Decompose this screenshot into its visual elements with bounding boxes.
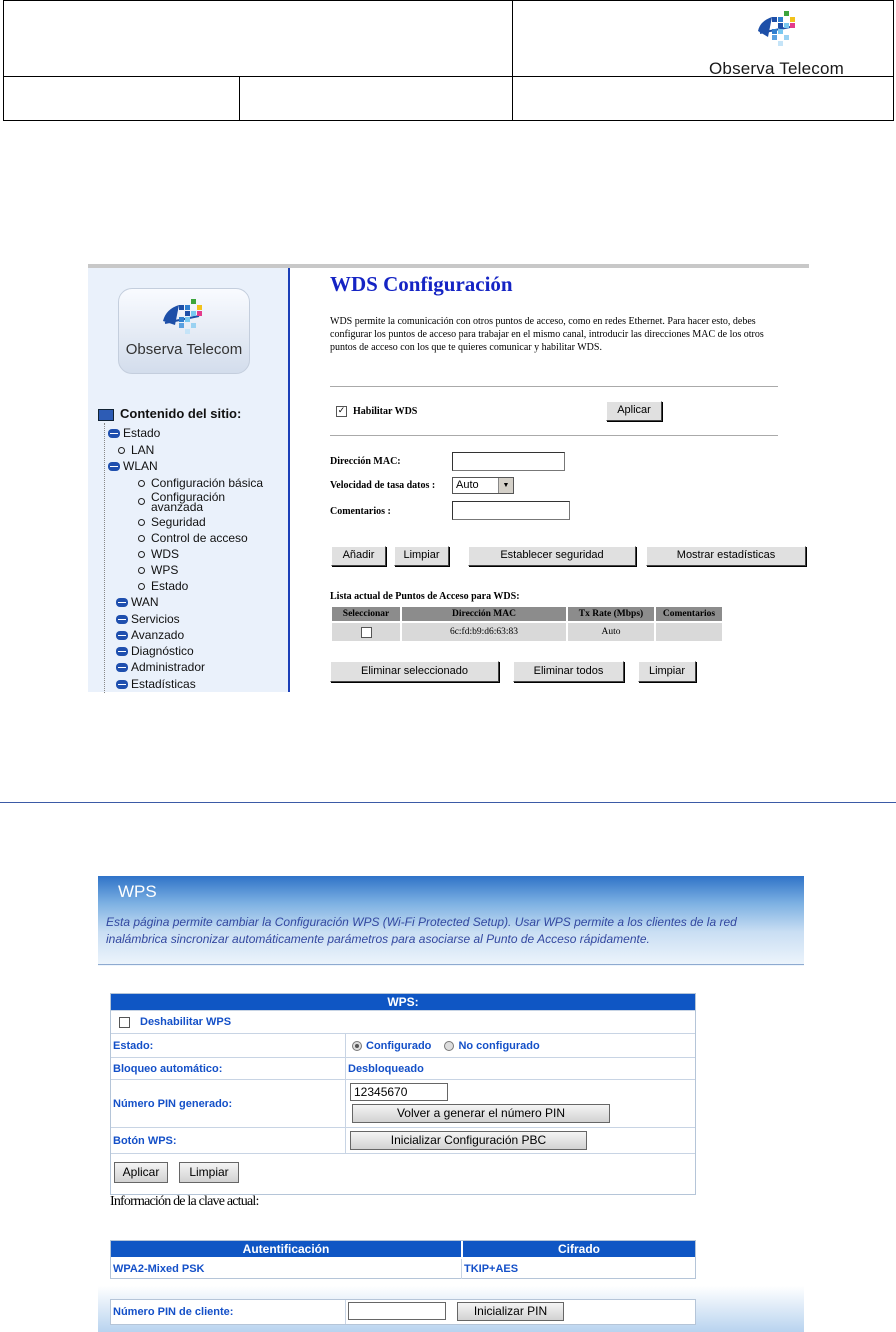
apply-button[interactable]: Aplicar [606,401,662,421]
comments-label: Comentarios : [330,506,391,517]
page-title: WPS [118,882,157,901]
nav-wlan[interactable]: WLAN [108,460,158,473]
mac-label: Dirección MAC: [330,456,401,467]
expand-icon [116,598,128,607]
wds-screenshot [88,264,809,692]
configured-label: Configurado [366,1040,432,1052]
list-title: Lista actual de Puntos de Acceso para WDS: [330,591,520,602]
header-logo-text: Observa Telecom [709,59,844,78]
disable-wps-control[interactable] [117,1011,695,1033]
apply-button[interactable]: Aplicar [114,1162,168,1183]
header-logo-cell [513,1,894,77]
site-contents-label: Contenido del sitio: [120,406,242,421]
nav-diagnostics[interactable]: Diagnóstico [116,645,194,658]
wds-ap-table [330,605,724,643]
header-cell-2 [240,77,513,121]
wps-panel-header: WPS: [111,994,695,1010]
expand-icon [116,663,128,672]
init-pin-button[interactable]: Inicializar PIN [457,1302,564,1321]
comments-input[interactable] [452,501,570,520]
expand-icon [116,680,128,689]
wps-screenshot [98,876,804,1332]
rate-select[interactable] [452,477,514,494]
auth-header: Autentificación [111,1241,461,1257]
row-select-checkbox[interactable] [361,627,372,638]
page-description: WDS permite la comunicación con otros puntos de acceso, como en redes Ethernet. Para hacer esto, debes configurar los puntos de acceso para trabajar en el mismo canal, introducir las direcciones MAC de los otros puntos de acceso con los que te quieres comunicar y habilitar WDS. [330,316,764,353]
expand-icon [108,429,120,438]
nav-lan[interactable]: LAN [118,444,154,457]
bullet-icon [138,519,145,526]
status-row [111,1033,695,1057]
status-options [345,1034,695,1057]
nav-wlan-status[interactable]: Estado [138,580,188,593]
column-header: Dirección MAC [402,607,566,621]
client-pin-row [110,1299,696,1325]
disable-wps-row [111,1010,695,1033]
document-header [3,0,894,121]
nav-wds[interactable]: WDS [138,548,179,561]
not-configured-label: No configurado [458,1040,540,1052]
clear-button[interactable]: Limpiar [394,546,449,566]
expand-icon [116,631,128,640]
wps-button-row [111,1127,695,1153]
sidebar-logo-text: Observa Telecom [125,341,243,358]
nav-security[interactable]: Seguridad [138,516,206,529]
column-header: Comentarios [656,607,722,621]
lock-label: Bloqueo automático: [113,1063,223,1075]
enable-wds-label: Habilitar WDS [353,406,418,417]
wps-panel [110,993,696,1195]
nav-statistics[interactable]: Estadísticas [116,678,196,691]
rate-label: Velocidad de tasa datos : [330,480,436,491]
nav-administrator[interactable]: Administrador [116,661,205,674]
pin-row [111,1079,695,1127]
page-title: WDS Configuración [330,272,513,296]
pbc-cell [345,1128,695,1153]
status-label: Estado: [113,1040,154,1052]
observa-logo-icon [163,299,207,339]
lock-value: Desbloqueado [345,1058,695,1079]
comments-cell [656,623,722,641]
divider [98,964,804,965]
key-table [110,1240,696,1279]
delete-selected-button[interactable]: Eliminar seleccionado [330,661,499,682]
nav-services[interactable]: Servicios [116,613,180,626]
lock-row [111,1057,695,1079]
key-info-title: Información de la clave actual: [110,1194,259,1209]
clear-button[interactable]: Limpiar [179,1162,239,1183]
delete-all-button[interactable]: Eliminar todos [513,661,624,682]
nav-advanced[interactable]: Avanzado [116,629,184,642]
chevron-down-icon: ▼ [498,478,513,493]
wds-sidebar [88,268,290,692]
wps-button-label: Botón WPS: [113,1135,177,1147]
nav-wan[interactable]: WAN [116,596,159,609]
bullet-icon [138,480,145,487]
nav-basic-config[interactable]: Configuración básica [138,477,263,490]
add-button[interactable]: Añadir [331,546,386,566]
not-configured-radio[interactable] [444,1041,454,1051]
page-description: Esta página permite cambiar la Configuración WPS (Wi-Fi Protected Setup). Usar WPS permite a los clientes de la red inalámbrica sincronizar automáticamente parámetros para asociarse al Punto de Acceso rápidamente. [106,915,737,946]
column-header: Tx Rate (Mbps) [568,607,654,621]
disable-wps-checkbox[interactable] [119,1017,130,1028]
section-divider [0,802,896,803]
nav-wps[interactable]: WPS [138,564,178,577]
mac-input[interactable] [452,452,565,471]
bullet-icon [138,567,145,574]
observa-logo-icon [756,9,796,57]
client-pin-cell [345,1300,695,1324]
pin-input[interactable]: 12345670 [350,1083,448,1101]
auth-value: WPA2-Mixed PSK [113,1263,205,1275]
wds-main [290,268,809,692]
configured-radio[interactable] [352,1041,362,1051]
mac-cell: 6c:fd:b9:d6:63:83 [402,623,566,641]
bullet-icon [138,583,145,590]
nav-estado[interactable]: Estado [108,427,160,440]
show-stats-button[interactable]: Mostrar estadísticas [646,546,806,566]
table-header-row [332,607,722,621]
header-cell-3 [513,77,894,121]
pin-label: Número PIN generado: [113,1098,233,1110]
nav-access-control[interactable]: Control de acceso [138,532,248,545]
table-row [332,623,722,641]
nav-advanced-config[interactable]: Configuración avanzada [138,492,225,512]
cipher-value: TKIP+AES [461,1259,695,1279]
collapse-icon [108,462,120,471]
bullet-icon [138,535,145,542]
bullet-icon [138,551,145,558]
tree-line [104,423,105,693]
sidebar-logo [118,288,250,374]
client-pin-input[interactable] [348,1302,446,1320]
pin-cell [345,1080,695,1127]
rate-cell: Auto [568,623,654,641]
cipher-header: Cifrado [463,1241,695,1257]
set-security-button[interactable]: Establecer seguridad [468,546,636,566]
header-title-cell [4,1,513,77]
enable-wds-row[interactable] [336,406,417,417]
site-contents-title [98,406,241,421]
start-pbc-button[interactable]: Inicializar Configuración PBC [350,1131,587,1150]
header-cell-1 [4,77,240,121]
client-pin-label: Número PIN de cliente: [113,1306,234,1318]
monitor-icon [98,409,114,421]
divider [330,386,778,387]
rate-select-value: Auto [456,479,479,491]
divider [330,435,778,436]
column-header: Seleccionar [332,607,400,621]
bullet-icon [138,498,145,505]
select-cell [332,623,400,641]
disable-wps-label: Deshabilitar WPS [140,1016,232,1028]
bullet-icon [118,447,125,454]
actions-row [111,1153,695,1195]
table-row [111,1259,695,1279]
regenerate-pin-button[interactable]: Volver a generar el número PIN [352,1104,610,1123]
expand-icon [116,647,128,656]
expand-icon [116,615,128,624]
enable-wds-checkbox[interactable]: ✓ [337,406,346,417]
clear-list-button[interactable]: Limpiar [638,661,696,682]
